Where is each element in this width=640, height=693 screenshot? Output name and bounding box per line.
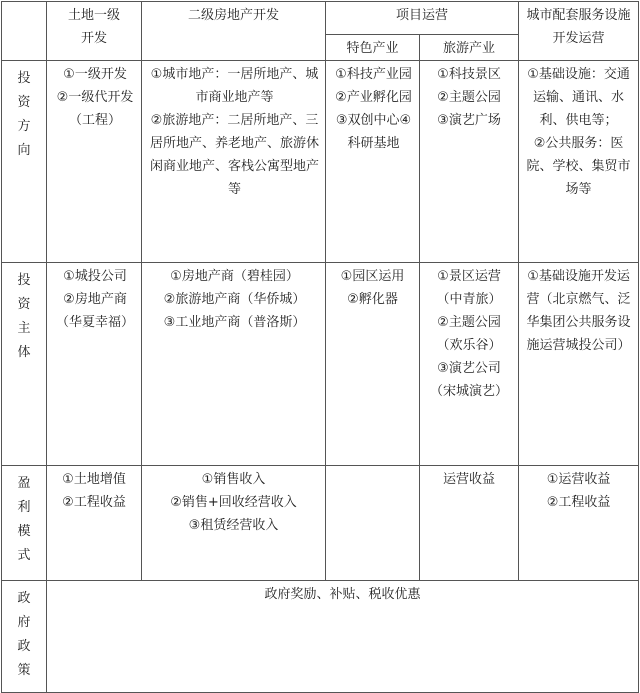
list-item: ①基础设施：交通运输、通讯、水利、供电等； [527, 67, 630, 128]
investment-table [1, 1, 639, 693]
list-item: ③租赁经营收入 [188, 518, 279, 533]
cell-tourism [420, 61, 519, 263]
header-urban: 城市配套服务设施开发运营 [519, 2, 639, 61]
cell-urban [519, 466, 639, 581]
cell-feature [326, 61, 420, 263]
list-item: ①科技产业园②产业孵化园③双创中心④科研基地 [335, 67, 412, 151]
corner-cell [2, 2, 47, 61]
row-label-subject [2, 263, 47, 466]
list-item: ②一级代开发（工程） [56, 90, 134, 128]
list-item: ③演艺广场 [437, 113, 501, 128]
header-row [2, 2, 639, 35]
cell-land [47, 466, 142, 581]
header-realestate: 二级房地产开发 [142, 2, 326, 61]
list-item: ①一级开发 [63, 67, 127, 82]
cell-realestate [142, 61, 326, 263]
list-item: ②旅游地产商（华侨城） [163, 292, 306, 307]
cell-tourism [420, 263, 519, 466]
list-item: ①房地产商（碧桂园） [170, 269, 299, 284]
list-item: ①基础设施开发运营（北京燃气、泛华集团公共服务设施运营城投公司） [526, 269, 631, 353]
table-row [2, 581, 639, 693]
table-row [2, 466, 639, 581]
cell-tourism [420, 466, 519, 581]
table-row [2, 61, 639, 263]
list-item: ②主题公园 [437, 90, 501, 105]
list-item: ②工程收益 [62, 495, 126, 510]
list-item: ①城市地产：一居所地产、城市商业地产等 [150, 67, 319, 105]
cell-feature [326, 466, 420, 581]
list-item: ③演艺公司（宋城演艺） [430, 361, 509, 399]
header-feature: 特色产业 [326, 35, 420, 61]
list-item: 运营收益 [443, 472, 496, 487]
cell-feature [326, 263, 420, 466]
cell-land [47, 61, 142, 263]
list-item: ②工程收益 [546, 495, 611, 510]
header-land: 土地一级开发 [47, 2, 142, 61]
list-item: ②主题公园（欢乐谷） [436, 315, 502, 353]
cell-realestate [142, 263, 326, 466]
list-item: ①运营收益 [546, 472, 611, 487]
row-label-text: 投资方向 [17, 71, 31, 158]
cell-realestate [142, 466, 326, 581]
list-item: ③工业地产商（普洛斯） [163, 315, 306, 330]
list-item: ②销售+回收经营收入 [170, 495, 297, 510]
list-item: ②房地产商（华夏幸福） [55, 292, 134, 330]
header-tourism: 旅游产业 [420, 35, 519, 61]
cell-land [47, 263, 142, 466]
row-label-policy [2, 581, 47, 693]
row-label-profit [2, 466, 47, 581]
header-project: 项目运营 [326, 2, 519, 35]
list-item: ①土地增值 [62, 472, 126, 487]
cell-urban [519, 263, 639, 466]
list-item: ②旅游地产：二居所地产、三居所地产、养老地产、旅游休闲商业地产、客栈公寓型地产等 [149, 113, 319, 197]
list-item: ②公共服务：医院、学校、集贸市场等 [526, 136, 631, 197]
list-item: ①销售收入 [201, 472, 266, 487]
row-label-text: 投资主体 [17, 273, 31, 360]
cell-policy: 政府奖励、补贴、税收优惠 [47, 581, 639, 693]
row-label-direction [2, 61, 47, 263]
list-item: ①园区运用 [340, 269, 405, 284]
list-item: ①城投公司 [63, 269, 127, 284]
cell-urban [519, 61, 639, 263]
table-row [2, 263, 639, 466]
row-label-text: 盈利模式 [17, 476, 31, 563]
list-item: ②孵化器 [347, 292, 398, 307]
list-item: ①景区运营（中青旅） [436, 269, 502, 307]
row-label-text: 政府政策 [17, 591, 31, 678]
list-item: ①科技景区 [437, 67, 501, 82]
